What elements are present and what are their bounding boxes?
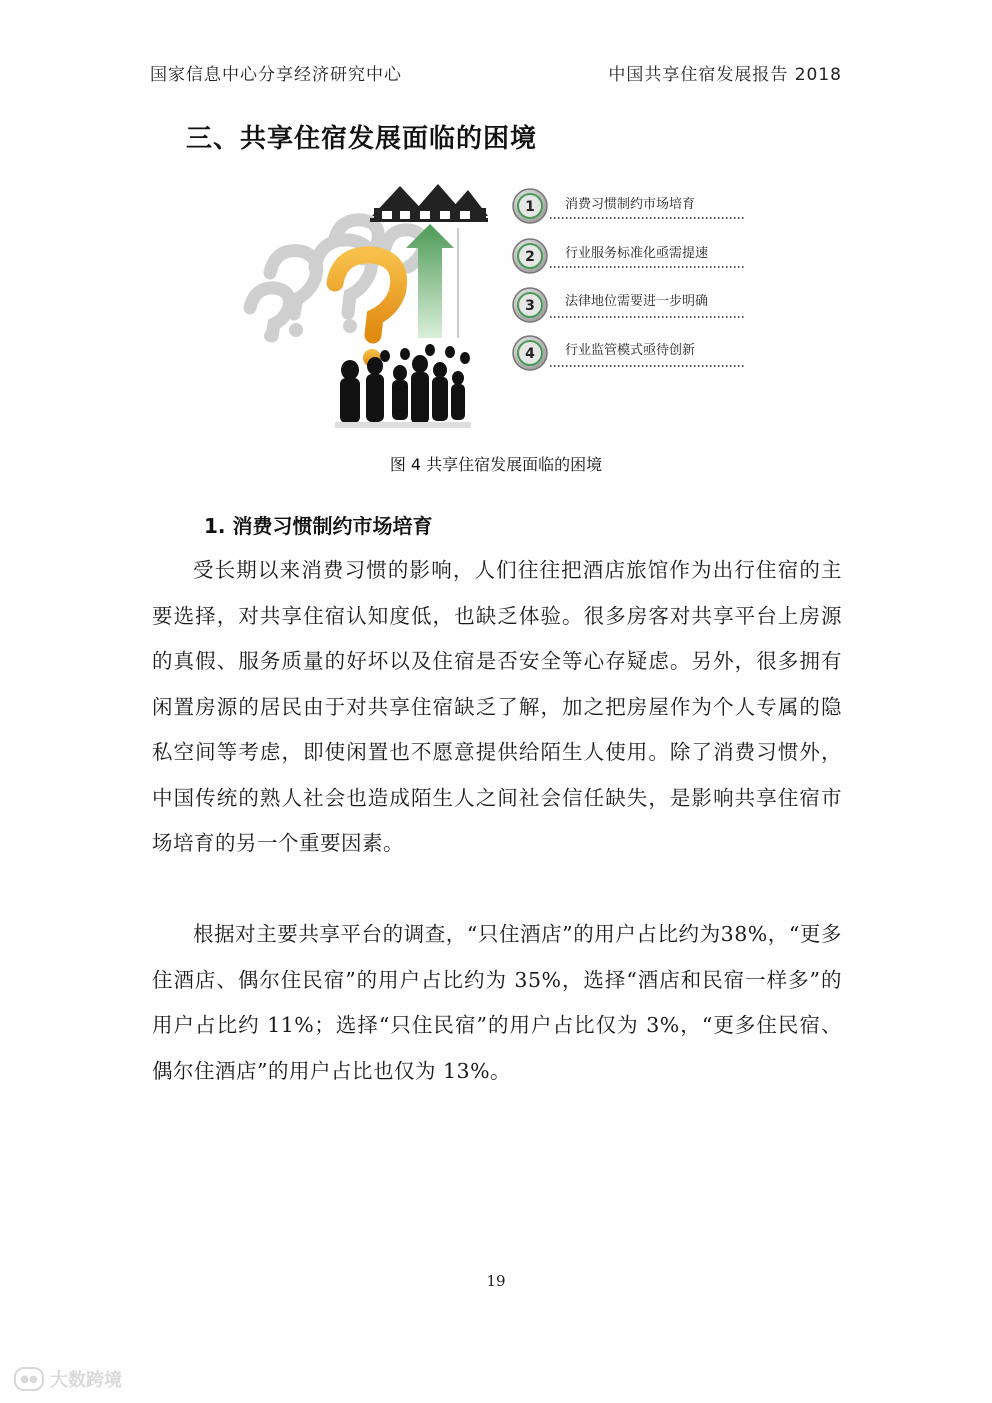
figure-item-num: 3 [525,298,535,314]
figure-item-label: 行业服务标准化亟需提速 [565,246,709,261]
body-paragraph-1: 受长期以来消费习惯的影响，人们往往把酒店旅馆作为出行住宿的主要选择，对共享住宿认知度低，也缺乏体验。很多房客对共享平台上房源的真假、服务质量的好坏以及住宿是否安全等心存疑虑。另外，很多拥有闲置房源的居民由于对共享住宿缺乏了解，加之把房屋作为个人专属的隐私空间等考虑，即使闲置也不愿意提供给陌生人使用。除了消费习惯外，中国传统的熟人社会也造成陌生人之间社会信任缺失，是影响共享住宿市场培育的另一个重要因素。 [152,558,842,855]
figure-item-4 [513,336,745,370]
figure-item-num: 2 [525,249,535,265]
section-title: 三、共享住宿发展面临的困境 [186,124,538,154]
figure-item-2 [513,239,745,273]
watermark-logo-icon: ●● [14,1367,44,1391]
figure-item-3 [513,288,745,322]
subsection-title: 1. 消费习惯制约市场培育 [204,514,433,538]
header-left-text: 国家信息中心分享经济研究中心 [150,65,402,85]
figure-illustration [240,178,760,440]
figure-item-list [513,189,745,370]
figure-caption: 图 4 共享住宿发展面临的困境 [389,455,603,474]
watermark-text: 大数跨境 [50,1370,122,1391]
watermark [14,1366,122,1392]
figure-item-label: 法律地位需要进一步明确 [565,294,709,309]
figure-item-num: 1 [525,199,535,215]
body-paragraph-2: 根据对主要共享平台的调查，“只住酒店”的用户占比约为38%，“更多住酒店、偶尔住民宿”的用户占比约为 35%，选择“酒店和民宿一样多”的用户占比约 11%；选择“只住民宿”的用户占比仅为 3%，“更多住民宿、偶尔住酒店”的用户占比也仅为 13%。 [152,922,842,1083]
figure-item-label: 消费习惯制约市场培育 [565,197,696,212]
figure-item-num: 4 [525,346,535,362]
crowd-silhouette [335,344,471,428]
header-right-text: 中国共享住宿发展报告 2018 [608,65,842,85]
figure-svg [240,178,760,440]
page-number: 19 [486,1272,506,1290]
growth-arrow-icon [406,224,454,338]
figure-item-label: 行业监管模式亟待创新 [565,343,696,358]
figure-item-1 [513,189,745,223]
